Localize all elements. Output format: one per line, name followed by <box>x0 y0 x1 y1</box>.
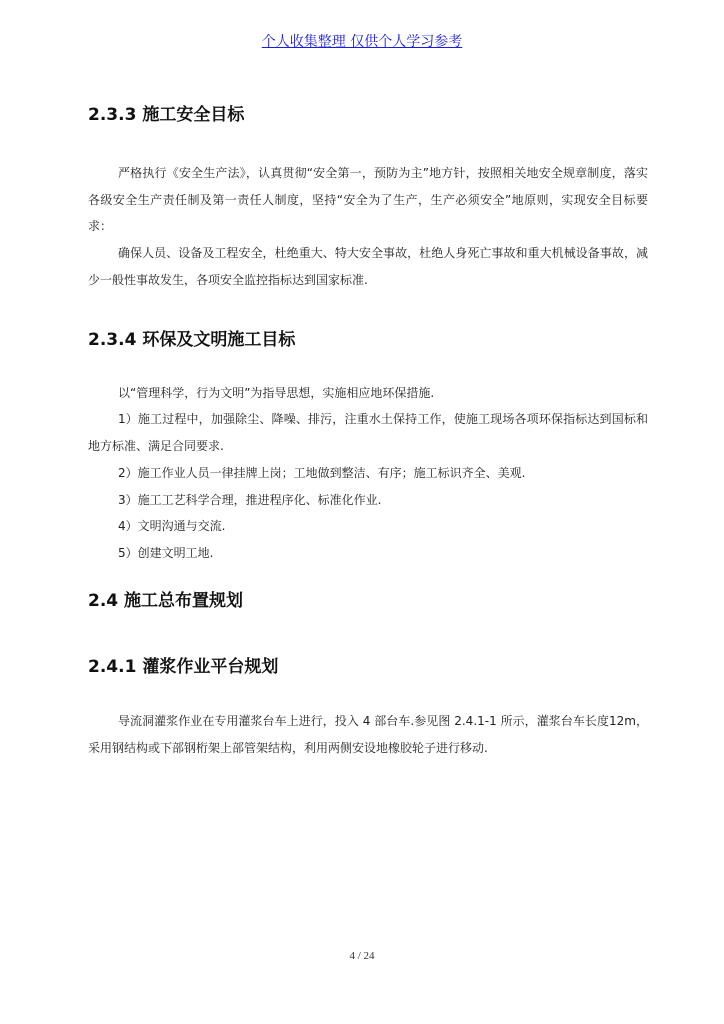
paragraph-safety-goals: 确保人员、设备及工程安全，杜绝重大、特大安全事故，杜绝人身死亡事故和重大机械设备事故，减少一般性事故发生，各项安全监控指标达到国家标准. <box>88 246 648 287</box>
paragraph-env-intro: 以“管理科学，行为文明”为指导思想，实施相应地环保措施. <box>118 386 435 400</box>
page-header <box>0 31 724 51</box>
list-item-env-3: 3）施工工艺科学合理，推进程序化、标准化作业. <box>118 493 382 507</box>
header-text: 个人收集整理 仅供个人学习参考 <box>261 34 463 50</box>
heading-2-4: 2.4 施工总布置规划 <box>88 591 244 611</box>
list-item-env-1: 1）施工过程中，加强除尘、降噪、排污，注重水土保持工作，使施工现场各项环保指标达到国标和地方标准、满足合同要求. <box>88 412 648 453</box>
list-item-env-4: 4）文明沟通与交流. <box>118 519 226 533</box>
paragraph-grouting-platform: 导流洞灌浆作业在专用灌浆台车上进行，投入 4 部台车.参见图 2.4.1-1 所示，灌浆台车长度12m，采用钢结构或下部钢桁架上部管架结构，利用两侧安设地橡胶轮子进行移动. <box>88 714 648 755</box>
list-item-env-2: 2）施工作业人员一律挂牌上岗；工地做到整洁、有序；施工标识齐全、美观. <box>118 466 526 480</box>
page-number: 4 / 24 <box>349 950 375 962</box>
heading-2-4-1: 2.4.1 灌浆作业平台规划 <box>88 657 279 677</box>
heading-2-3-4: 2.3.4 环保及文明施工目标 <box>88 330 296 350</box>
list-item-env-5: 5）创建文明工地. <box>118 546 214 560</box>
paragraph-safety-policy: 严格执行《安全生产法》，认真贯彻“安全第一，预防为主”地方针，按照相关地安全规章制度，落实各级安全生产责任制及第一责任人制度，坚持“安全为了生产，生产必须安全”地原则，实现安全目标要求： <box>88 166 648 233</box>
heading-2-3-3: 2.3.3 施工安全目标 <box>88 105 245 125</box>
